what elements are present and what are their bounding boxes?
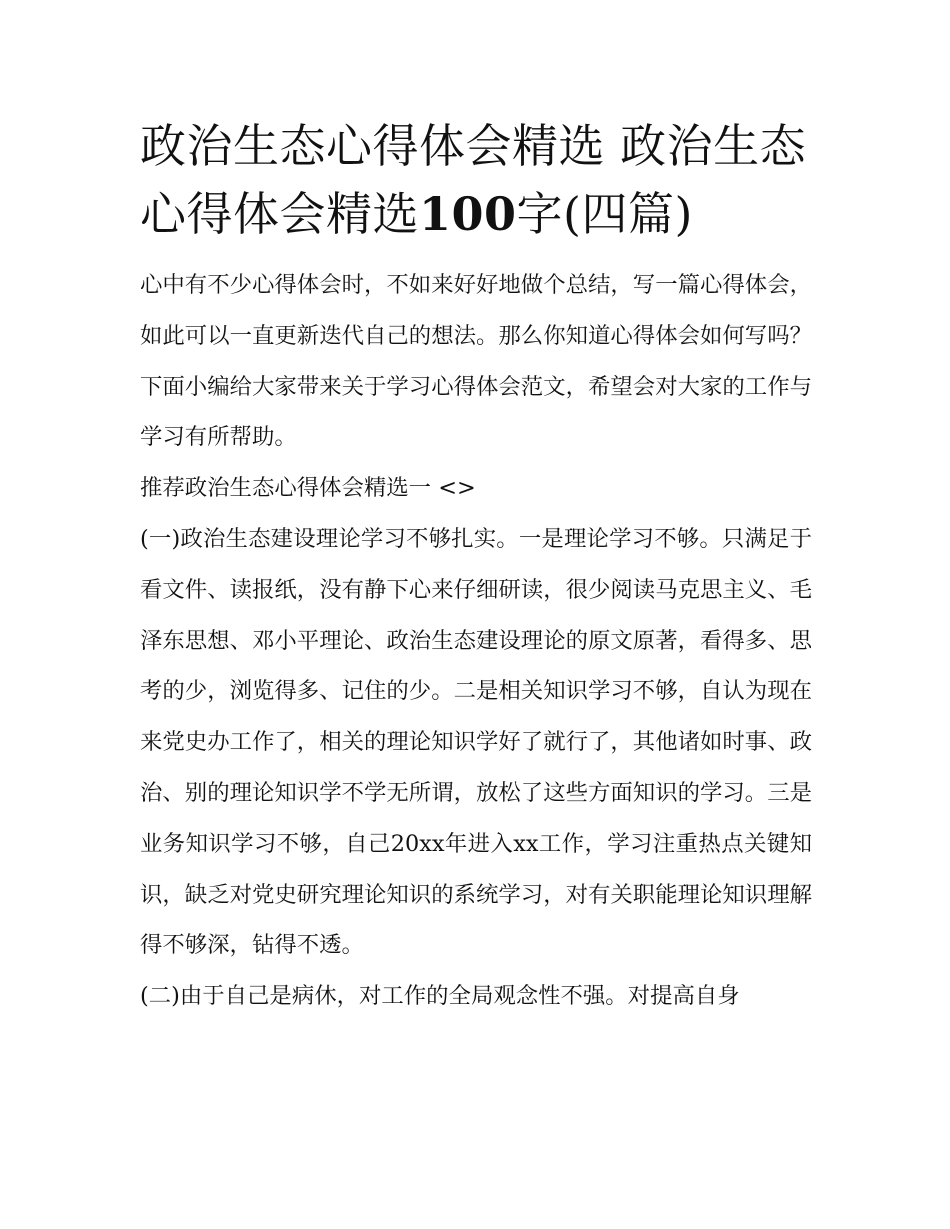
title-text-part1: 政治生态心得体会精选 政治生态心得体会精选 [140,119,807,241]
document-page [140,112,812,1022]
title-text-part2: 字(四篇) [516,187,693,241]
body-paragraph-1: (一)政治生态建设理论学习不够扎实。一是理论学习不够。只满足于看文件、读报纸，没有静下心来仔细研读，很少阅读马克思主义、毛泽东思想、邓小平理论、政治生态建设理论的原文原著，看得多、思考的少，浏览得多、记住的少。二是相关知识学习不够，自认为现在来党史办工作了，相关的理论知识学好了就行了，其他诸如时事、政治、别的理论知识学不学无所谓，放松了这些方面知识的学习。三是业务知识学习不够，自己20xx年进入xx工作，学习注重热点关键知识，缺乏对党史研究理论知识的系统学习，对有关职能理论知识理解得不够深，钻得不透。 [140,525,812,959]
title-number: 100 [419,187,517,241]
intro-paragraph: 心中有不少心得体会时，不如来好好地做个总结，写一篇心得体会，如此可以一直更新迭代自己的想法。那么你知道心得体会如何写吗？下面小编给大家带来关于学习心得体会范文，希望会对大家的工作与学习有所帮助。 [140,272,812,451]
body-paragraph-2: (二)由于自己是病休，对工作的全局观念性不强。对提高自身 [140,983,740,1010]
document-title [140,112,812,248]
section-heading: 推荐政治生态心得体会精选一 <> [140,475,476,502]
